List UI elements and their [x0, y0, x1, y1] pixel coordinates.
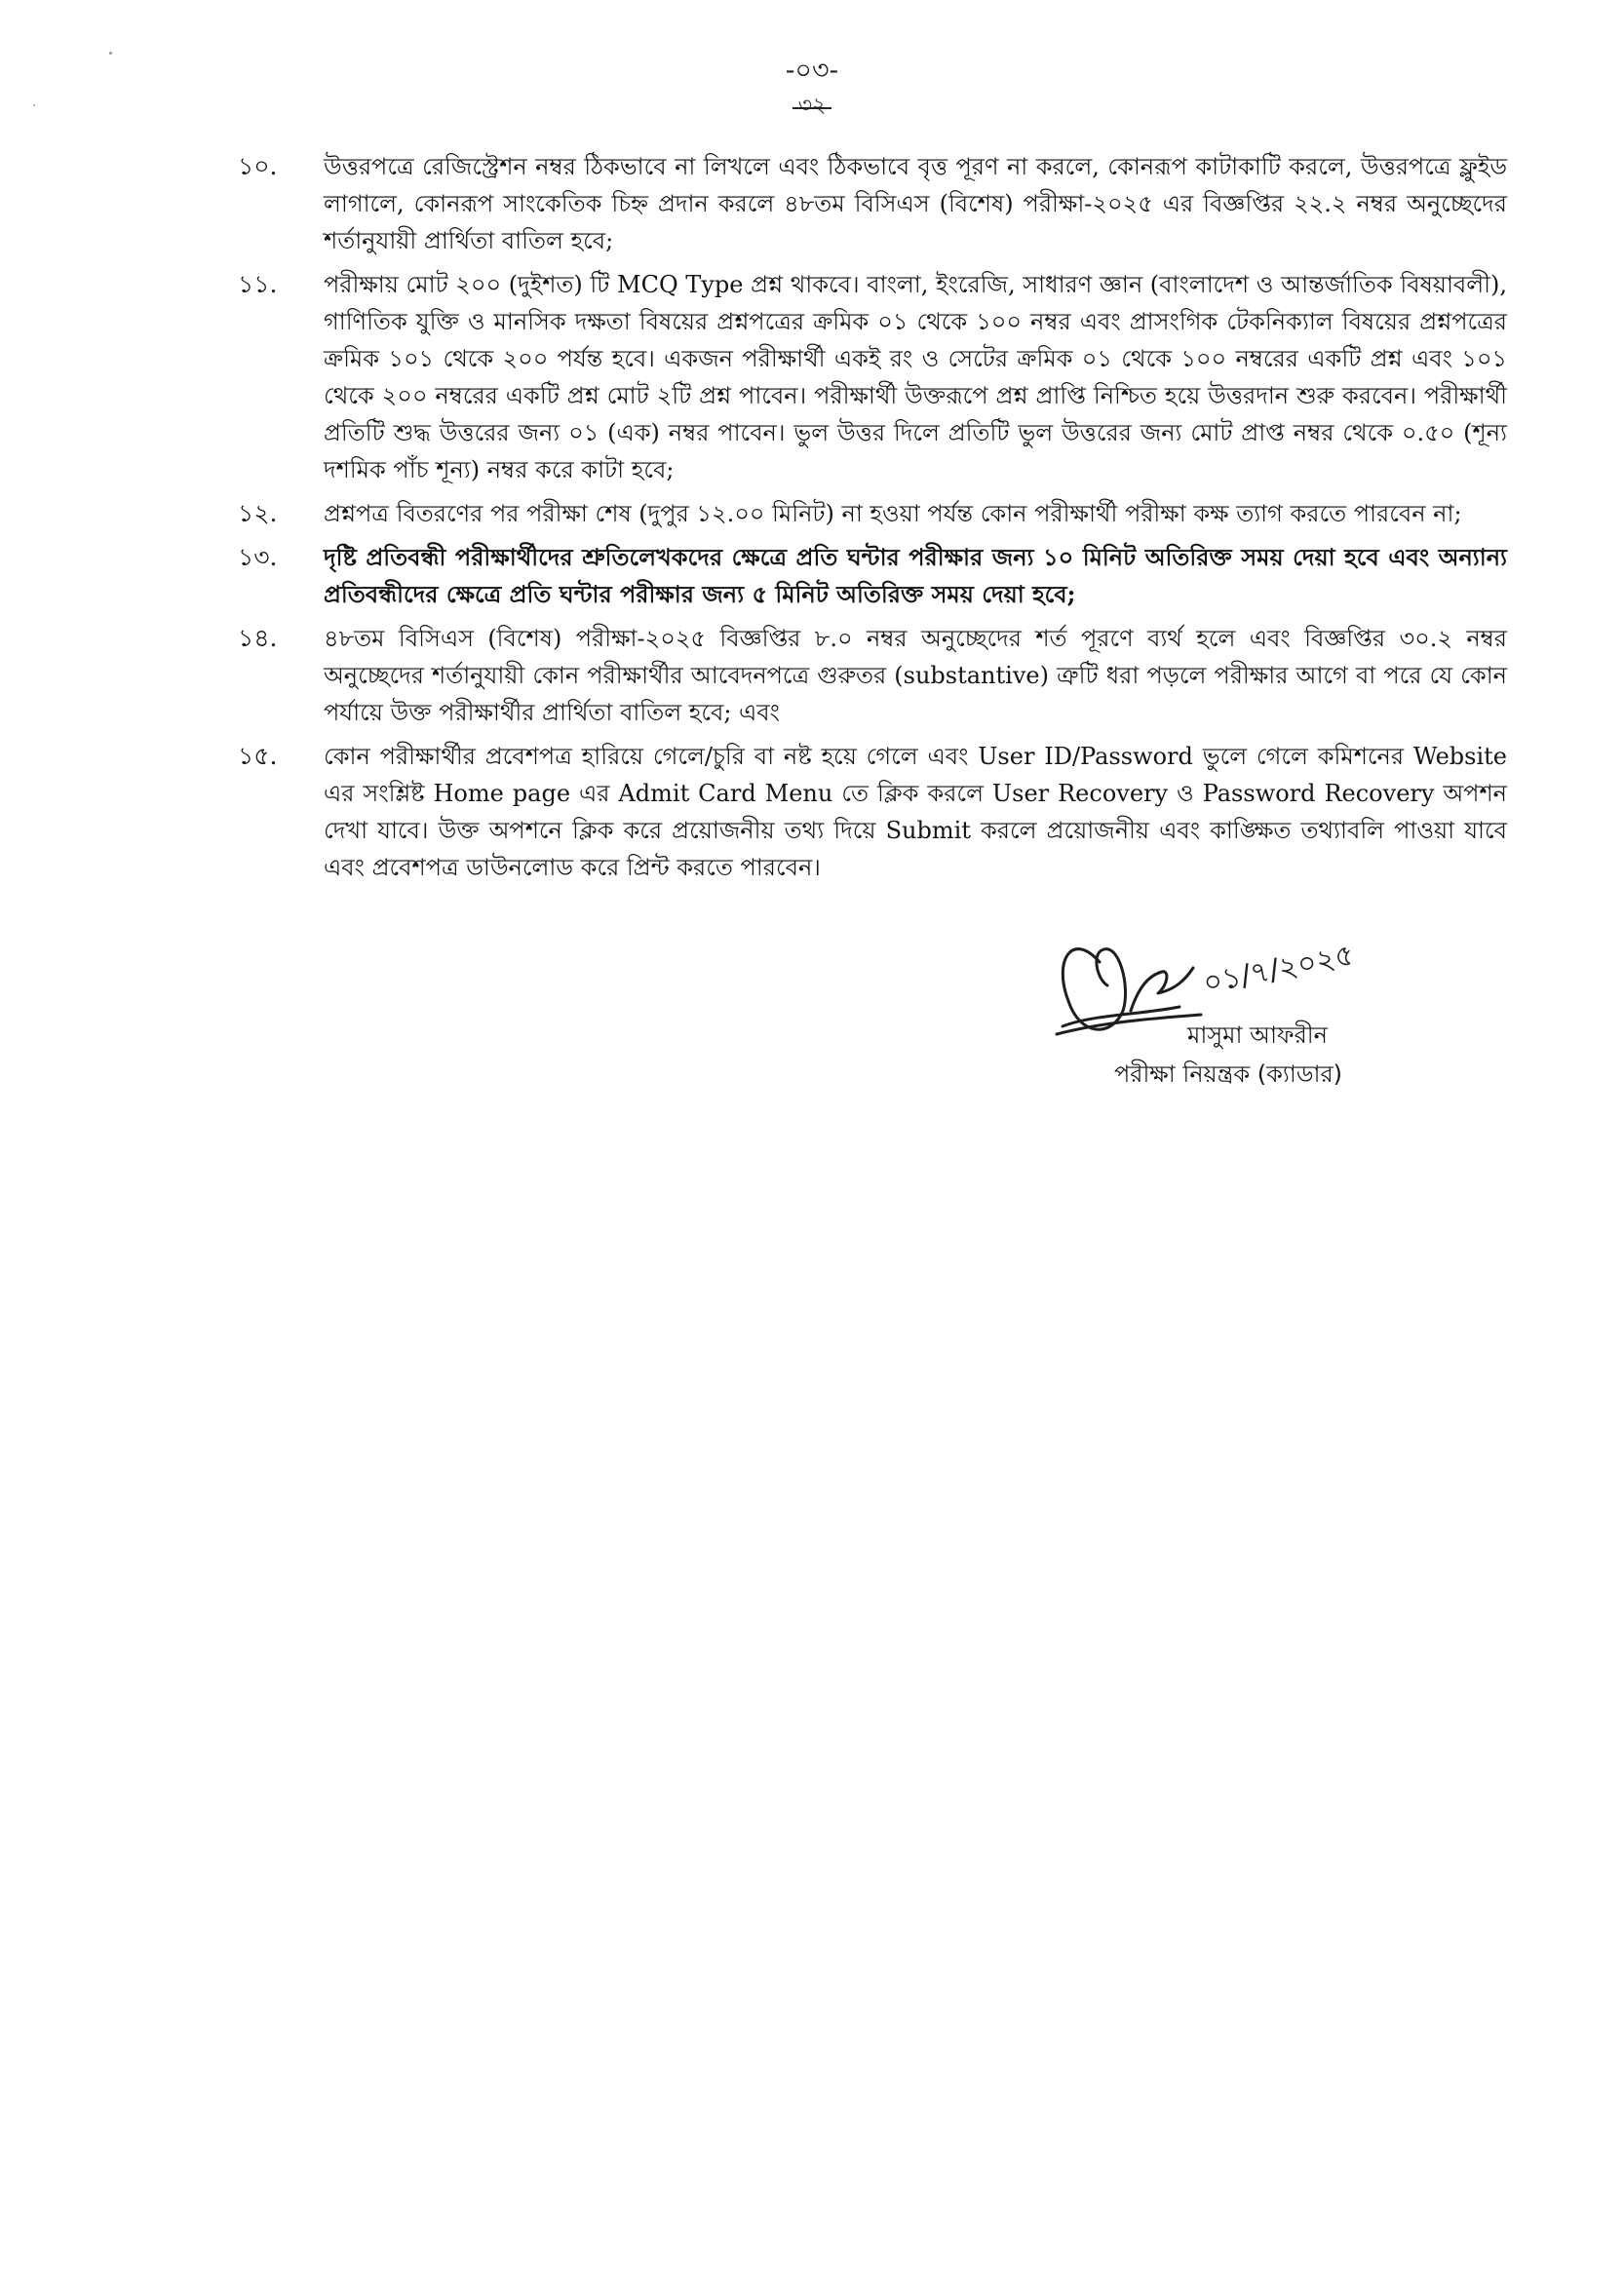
signatory-title: পরীক্ষা নিয়ন্ত্রক (ক্যাডার) — [1113, 1060, 1343, 1088]
clause-13 — [236, 539, 1507, 613]
signature-date: ০১/৭/২০২৫ — [1200, 938, 1357, 1001]
clause-10 — [236, 148, 1507, 259]
clause-12 — [236, 495, 1507, 532]
clause-number: ১১. — [238, 270, 278, 298]
clause-number: ১৪. — [238, 624, 278, 652]
clause-text: দৃষ্টি প্রতিবন্ধী পরীক্ষার্থীদের শ্রুতিলেখকদের ক্ষেত্রে প্রতি ঘন্টার পরীক্ষার জন্য ১০ মিনিট অতিরিক্ত সময় দেয়া হবে এবং অন্যান্য প্রতিবন্ধীদের ক্ষেত্রে প্রতি ঘন্টার পরীক্ষার জন্য ৫ মিনিট অতিরিক্ত সময় দেয়া হবে; — [324, 543, 1507, 608]
page-number: -০৩- — [785, 56, 839, 86]
struck-page-number: ৩২ — [798, 89, 827, 125]
signatory-name: মাসুমা আফরীন — [1187, 1021, 1328, 1049]
clause-number: ১৫. — [238, 742, 278, 770]
clause-11 — [236, 266, 1507, 488]
clause-text: প্রশ্নপত্র বিতরণের পর পরীক্ষা শেষ (দুপুর ১২.০০ মিনিট) না হওয়া পর্যন্ত কোন পরীক্ষার্থী পরীক্ষা কক্ষ ত্যাগ করতে পারবেন না; — [324, 500, 1462, 527]
clause-text: ৪৮তম বিসিএস (বিশেষ) পরীক্ষা-২০২৫ বিজ্ঞপ্তির ৮.০ নম্বর অনুচ্ছেদের শর্ত পূরণে ব্যর্থ হলে এবং বিজ্ঞপ্তির ৩০.২ নম্বর অনুচ্ছেদের শর্তানুযায়ী কোন পরীক্ষার্থীর আবেদনপত্রে গুরুতর (substantive) ত্রুটি ধরা পড়লে পরীক্ষার আগে বা পরে যে কোন পর্যায়ে উক্ত পরীক্ষার্থীর প্রার্থিতা বাতিল হবে; এবং — [324, 625, 1507, 726]
page-number-mark — [0, 51, 1624, 125]
clause-15 — [236, 738, 1507, 886]
clause-number: ১২. — [238, 499, 278, 527]
clause-text: উত্তরপত্রে রেজিস্ট্রেশন নম্বর ঠিকভাবে না লিখলে এবং ঠিকভাবে বৃত্ত পূরণ না করলে, কোনরূপ কাটাকাটি করলে, উত্তরপত্রে ফ্লুইড লাগালে, কোনরূপ সাংকেতিক চিহ্ন প্রদান করলে ৪৮তম বিসিএস (বিশেষ) পরীক্ষা-২০২৫ এর বিজ্ঞপ্তির ২২.২ নম্বর অনুচ্ছেদের শর্তানুযায়ী প্রার্থিতা বাতিল হবে; — [324, 153, 1507, 254]
signatory-block — [975, 1016, 1482, 1094]
clause-text: পরীক্ষায় মোট ২০০ (দুইশত) টি MCQ Type প্রশ্ন থাকবে। বাংলা, ইংরেজি, সাধারণ জ্ঞান (বাংলাদেশ ও আন্তর্জাতিক বিষয়াবলী), গাণিতিক যুক্তি ও মানসিক দক্ষতা বিষয়ের প্রশ্নপত্রের ক্রমিক ০১ থেকে ১০০ নম্বর এবং প্রাসংগিক টেকনিক্যাল বিষয়ের প্রশ্নপত্রের ক্রমিক ১০১ থেকে ২০০ পর্যন্ত হবে। একজন পরীক্ষার্থী একই রং ও সেটের ক্রমিক ০১ থেকে ১০০ নম্বরের একটি প্রশ্ন এবং ১০১ থেকে ২০০ নম্বরের একটি প্রশ্ন মোট ২টি প্রশ্ন পাবেন। পরীক্ষার্থী উক্তরূপে প্রশ্ন প্রাপ্তি নিশ্চিত হয়ে উত্তরদান শুরু করবেন। পরীক্ষার্থী প্রতিটি শুদ্ধ উত্তরের জন্য ০১ (এক) নম্বর পাবেন। ভুল উত্তর দিলে প্রতিটি ভুল উত্তরের জন্য মোট প্রাপ্ত নম্বর থেকে ০.৫০ (শূন্য দশমিক পাঁচ শূন্য) নম্বর করে কাটা হবে; — [324, 271, 1507, 483]
clause-text: কোন পরীক্ষার্থীর প্রবেশপত্র হারিয়ে গেলে/চুরি বা নষ্ট হয়ে গেলে এবং User ID/Password ভুলে গেলে কমিশনের Website এর সংশ্লিষ্ট Home page এর Admit Card Menu তে ক্লিক করলে User Recovery ও Password Recovery অপশন দেখা যাবে। উক্ত অপশনে ক্লিক করে প্রয়োজনীয় তথ্য দিয়ে Submit করলে প্রয়োজনীয় এবং কাঙ্ক্ষিত তথ্যাবলি পাওয়া যাবে এবং প্রবেশপত্র ডাউনলোড করে প্রিন্ট করতে পারবেন। — [324, 743, 1507, 881]
clause-list — [236, 148, 1507, 893]
clause-number: ১৩. — [238, 543, 278, 571]
clause-number: ১০. — [238, 152, 278, 180]
clause-14 — [236, 620, 1507, 731]
